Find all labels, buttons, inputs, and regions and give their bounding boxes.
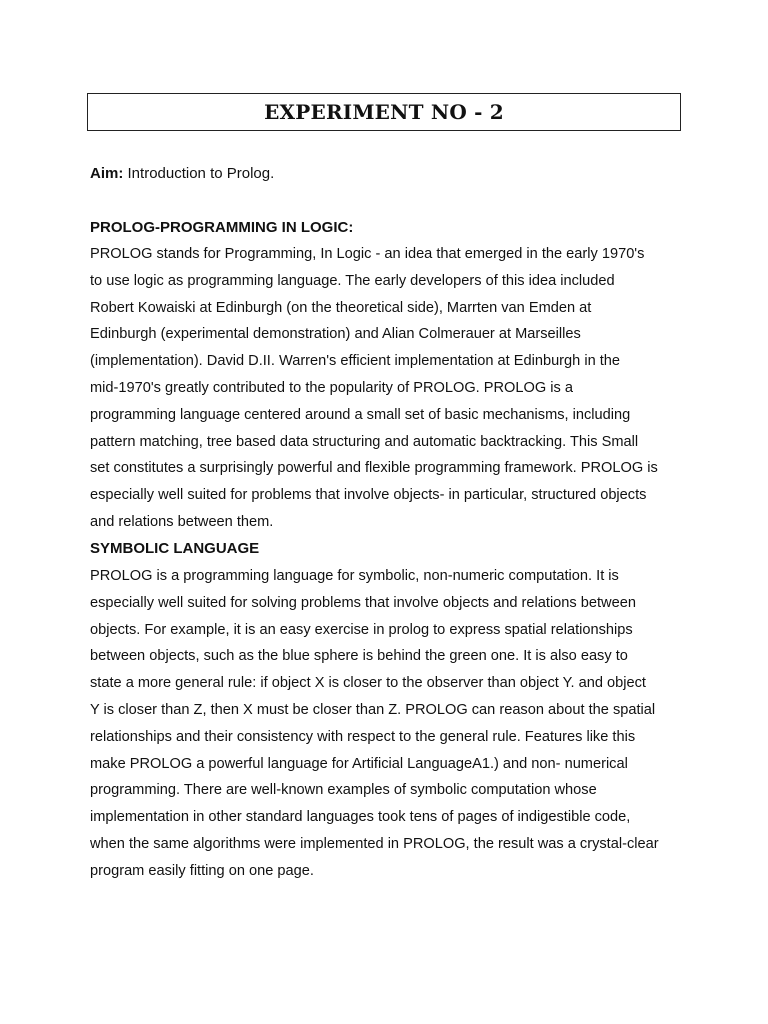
paragraph-line: programming. There are well-known examples of symbolic computation whose [90,782,597,799]
aim-label: Aim: [90,165,124,182]
paragraph-line: relationships and their consistency with respect to the general rule. Features like this [90,728,636,745]
paragraph-line: when the same algorithms were implemented in PROLOG, the result was a crystal-clear [90,835,659,852]
paragraph-line: (implementation). David D.II. Warren's efficient implementation at Edinburgh in the [90,353,621,370]
aim-text: Introduction to Prolog. [127,165,275,182]
paragraph-line: between objects, such as the blue sphere is behind the green one. It is also easy to [90,648,628,665]
paragraph-line: set constitutes a surprisingly powerful and flexible programming framework. PROLOG is [90,460,658,477]
paragraph-line: make PROLOG a powerful language for Artificial LanguageA1.) and non- numerical [90,755,628,772]
section2-paragraph [90,563,690,885]
paragraph-line: especially well suited for solving problems that involve objects and relations between [90,594,636,611]
paragraph-line: Y is closer than Z, then X must be closer than Z. PROLOG can reason about the spatial [90,701,656,718]
paragraph-line: programming language centered around a small set of basic mechanisms, including [90,406,631,423]
paragraph-line: mid-1970's greatly contributed to the popularity of PROLOG. PROLOG is a [90,379,573,396]
title-box [87,93,681,131]
section2-heading: SYMBOLIC LANGUAGE [90,540,260,557]
paragraph-line: and relations between them. [90,513,274,530]
paragraph-line: program easily fitting on one page. [90,862,314,879]
page-title: EXPERIMENT NO - 2 [264,100,504,124]
paragraph-line: especially well suited for problems that involve objects- in particular, structured objects [90,487,647,504]
paragraph-line: Robert Kowaiski at Edinburgh (on the theoretical side), Marrten van Emden at [90,299,592,316]
section1-paragraph [90,241,690,536]
paragraph-line: implementation in other standard languages took tens of pages of indigestible code, [90,809,631,826]
section1-heading: PROLOG-PROGRAMMING IN LOGIC: [90,219,354,236]
aim-line [90,164,274,184]
paragraph-line: to use logic as programming language. The early developers of this idea included [90,272,615,289]
paragraph-line: PROLOG is a programming language for symbolic, non-numeric computation. It is [90,568,619,584]
paragraph-line: pattern matching, tree based data structuring and automatic backtracking. This Small [90,433,639,450]
paragraph-line: state a more general rule: if object X is closer to the observer than object Y. and object [90,675,646,692]
paragraph-line: objects. For example, it is an easy exercise in prolog to express spatial relationships [90,621,633,638]
paragraph-line: Edinburgh (experimental demonstration) and Alian Colmerauer at Marseilles [90,326,581,343]
paragraph-line: PROLOG stands for Programming, In Logic - an idea that emerged in the early 1970's [90,246,645,262]
